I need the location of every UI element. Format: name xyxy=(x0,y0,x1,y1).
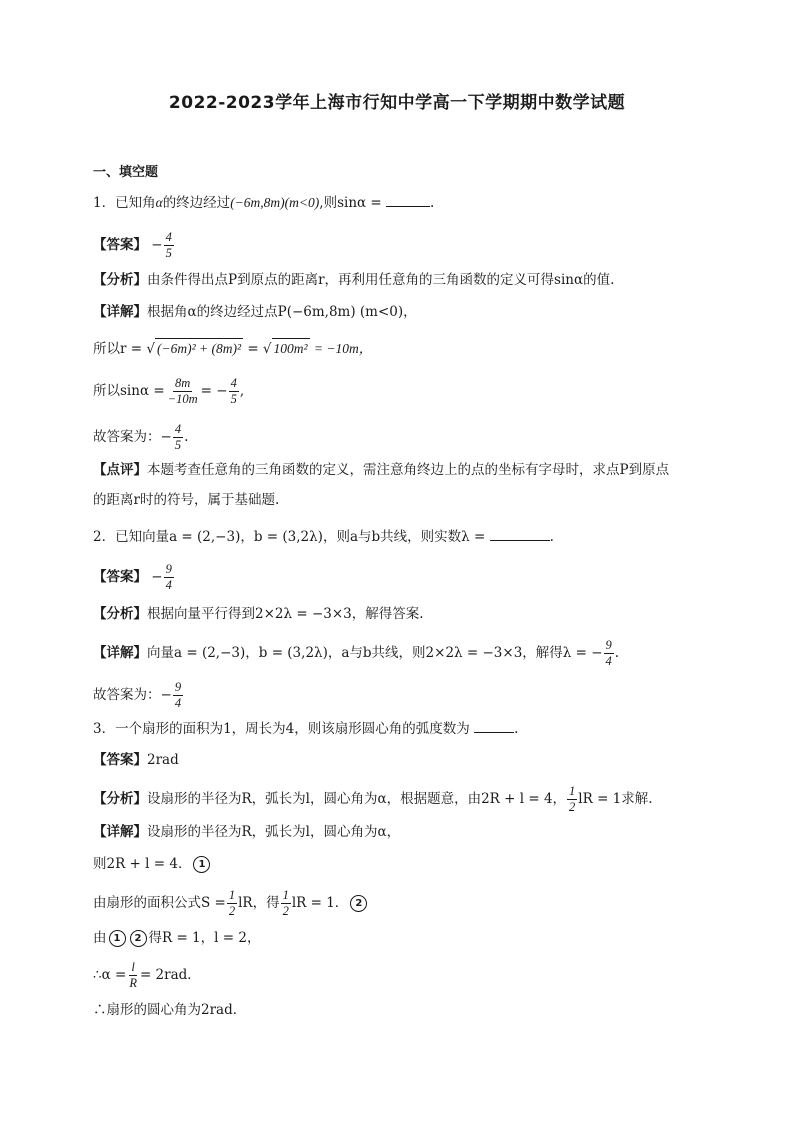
q3-number: 3． xyxy=(93,721,116,737)
detail-tag: 【详解】 xyxy=(93,304,147,320)
q1-point: (−6m,8m) xyxy=(230,195,285,210)
q1-number: 1． xyxy=(93,195,116,211)
q3-detail-1: 【详解】设扇形的半径为R，弧长为l，圆心角为α， xyxy=(93,824,401,840)
q2-answer: 【答案】 − $\frac{9}{4}$ xyxy=(93,562,172,592)
circled-two-marker: 2 xyxy=(350,895,367,912)
q1-detail-3: 所以sinα = $\frac{8m}{-10m}$ = − $\frac{4}{5}$ , xyxy=(93,376,245,406)
q2-final: 故答案为：− $\frac{9}{4}$ xyxy=(93,680,182,710)
q3-stem: 3．一个扇形的面积为1，周长为4，则该扇形圆心角的弧度数为 . xyxy=(93,718,518,739)
q3-detail-2: 则2R + l = 4． 1 xyxy=(93,854,212,874)
q2-answer-fraction: $\frac{9}{4}$ xyxy=(165,562,172,592)
q1-answer: 【答案】 − $\frac{4}{5}$ xyxy=(93,230,172,260)
q1-detail-2: 所以r = √ (−6m)² + (8m)² = √ 100m² = −10m， xyxy=(93,338,372,359)
q1-final: 故答案为：− $\frac{4}{5}$ . xyxy=(93,422,189,452)
q3-detail-4: 由 1 2 得R = 1，l = 2， xyxy=(93,930,261,946)
q1-detail-1: 【详解】根据角α的终边经过点P(−6m,8m) (m<0)， xyxy=(93,304,417,320)
section-heading: 一、填空题 xyxy=(93,165,159,180)
q1-comment-1: 【点评】本题考查任意角的三角函数的定义，需注意角终边上的点的坐标有字母时，求点P到原点 xyxy=(93,462,670,478)
analysis-tag: 【分析】 xyxy=(93,272,147,288)
answer-tag: 【答案】 xyxy=(93,237,147,253)
q3-answer: 【答案】2rad xyxy=(93,752,179,768)
comment-tag: 【点评】 xyxy=(93,462,147,478)
q1-answer-fraction: $\frac{4}{5}$ xyxy=(165,230,172,260)
circled-one-ref: 1 xyxy=(109,930,126,947)
q3-detail-6: ∴扇形的圆心角为2rad． xyxy=(93,1002,247,1018)
q2-answer-blank xyxy=(490,526,550,541)
circled-two-ref: 2 xyxy=(130,930,147,947)
q2-number: 2． xyxy=(93,529,116,545)
q1-answer-blank xyxy=(386,192,430,207)
q2-stem: 2．已知向量a = (2,−3)，b = (3,2λ)，则a与b共线，则实数λ = . xyxy=(93,526,554,547)
q3-analysis: 【分析】设扇形的半径为R，弧长为l，圆心角为α，根据题意，由2R + l = 4， $\frac{1}{2}$ lR = 1求解. xyxy=(93,784,653,814)
q3-detail-5: ∴α = $\frac{l}{R}$ = 2rad． xyxy=(93,960,201,990)
q3-answer-blank xyxy=(474,718,514,733)
page-title: 2022-2023学年上海市行知中学高一下学期期中数学试题 xyxy=(168,93,626,113)
q1-analysis: 【分析】由条件得出点P到原点的距离r，再利用任意角的三角函数的定义可得sinα的值. xyxy=(93,272,615,288)
q1-comment-2: 的距离r时的符号，属于基础题. xyxy=(93,492,280,508)
q1-stem: 1．已知角α的终边经过(−6m,8m)(m<0),则sinα = . xyxy=(93,192,434,213)
circled-one-marker: 1 xyxy=(193,856,210,873)
q3-detail-3: 由扇形的面积公式S = $\frac{1}{2}$ lR，得 $\frac{1}{2}$ lR = 1． 2 xyxy=(93,888,369,919)
q2-detail: 【详解】向量a = (2,−3)，b = (3,2λ)，a与b共线，则2×2λ = −3×3，解得λ = − $\frac{9}{4}$ . xyxy=(93,638,620,668)
q2-analysis: 【分析】根据向量平行得到2×2λ = −3×3，解得答案. xyxy=(93,606,424,622)
